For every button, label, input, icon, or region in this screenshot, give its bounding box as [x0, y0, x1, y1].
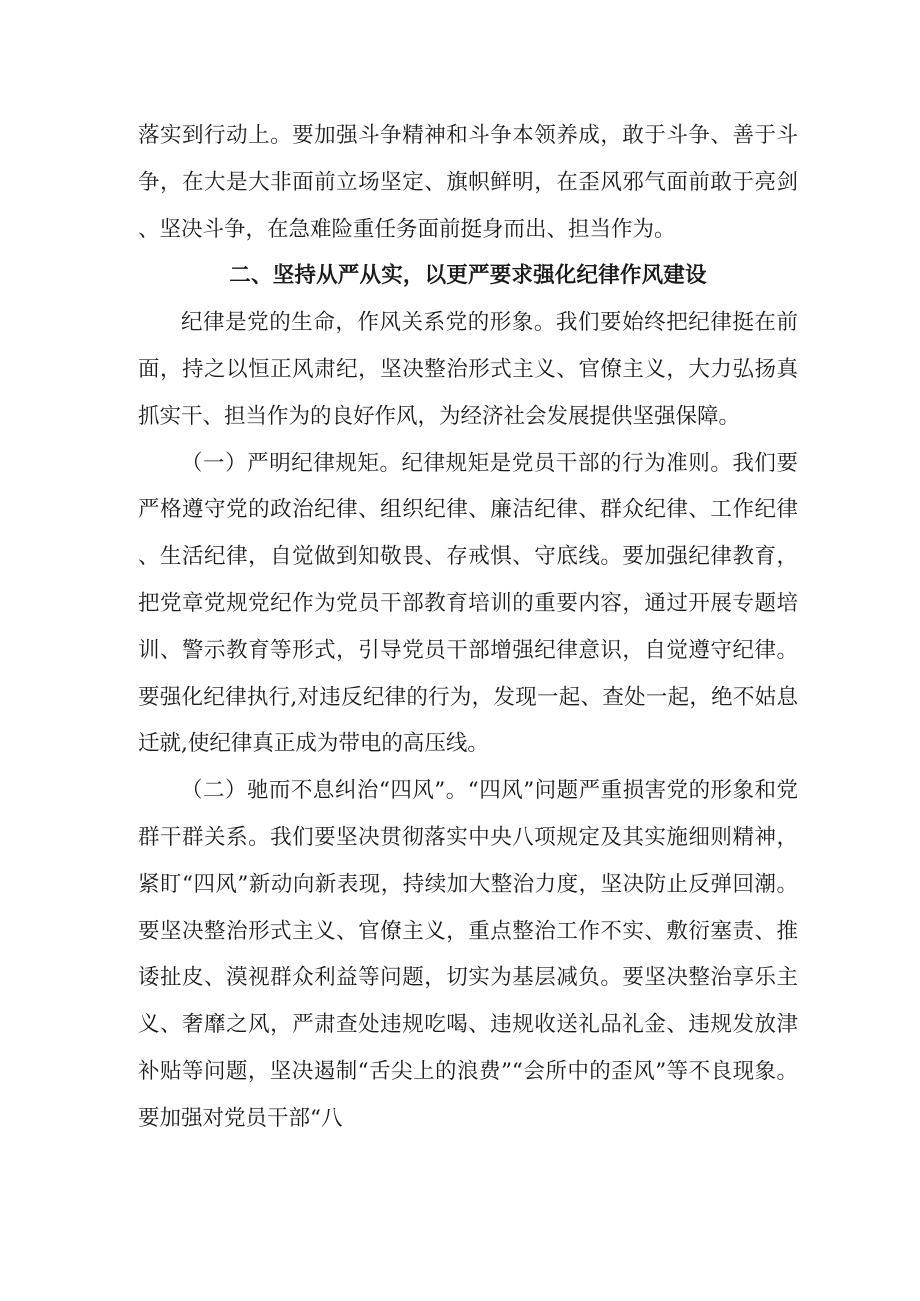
subsection-1-paragraph: （一）严明纪律规矩。纪律规矩是党员干部的行为准则。我们要严格遵守党的政治纪律、组织纪律、廉洁纪律、群众纪律、工作纪律、生活纪律，自觉做到知敬畏、存戒惧、守底线。要加强纪律教育，把党章党规党纪作为党员干部教育培训的重要内容，通过开展专题培训、警示教育等形式，引导党员干部增强纪律意识，自觉遵守纪律。要强化纪律执行,对违反纪律的行为，发现一起、查处一起，绝不姑息迁就,使纪律真正成为带电的高压线。: [138, 450, 798, 757]
section-heading: 二、坚持从严从实，以更严要求强化纪律作风建设: [229, 263, 707, 289]
document-body: [138, 113, 798, 1143]
subsection-2-paragraph: （二）驰而不息纠治“四风”。“四风”问题严重损害党的形象和党群干群关系。我们要坚决贯彻落实中央八项规定及其实施细则精神，紧盯“四风”新动向新表现，持续加大整治力度，坚决防止反弹回潮。要坚决整治形式主义、官僚主义，重点整治工作不实、敷衍塞责、推诿扯皮、漠视群众利益等问题，切实为基层减负。要坚决整治享乐主义、奢靡之风，严肃查处违规吃喝、违规收送礼品礼金、违规发放津补贴等问题，坚决遏制“舌尖上的浪费”“会所中的歪风”等不良现象。要加强对党员干部“八: [138, 778, 799, 1131]
continuation-paragraph: 落实到行动上。要加强斗争精神和斗争本领养成，敢于斗争、善于斗争，在大是大非面前立场坚定、旗帜鲜明，在歪风邪气面前敢于亮剑、坚决斗争，在急难险重任务面前挺身而出、担当作为。: [138, 123, 798, 242]
intro-paragraph: 纪律是党的生命，作风关系党的形象。我们要始终把纪律挺在前面，持之以恒正风肃纪，坚决整治形式主义、官僚主义，大力弘扬真抓实干、担当作为的良好作风，为经济社会发展提供坚强保障。: [138, 310, 798, 429]
